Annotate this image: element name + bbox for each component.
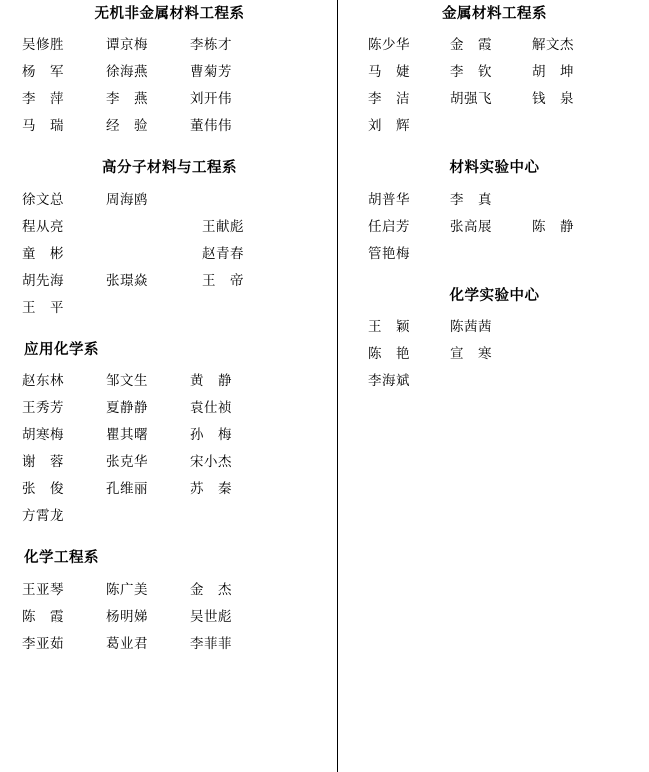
person-name: 马 瑞 — [22, 118, 64, 135]
person-name: 任启芳 — [368, 218, 410, 235]
person-name: 管艳梅 — [368, 245, 410, 262]
name-row — [348, 321, 641, 337]
name-row — [10, 375, 329, 391]
person-name: 胡先海 — [22, 272, 64, 289]
name-grid — [10, 178, 329, 318]
person-name: 方霄龙 — [22, 508, 64, 525]
person-name: 吴世彪 — [190, 608, 232, 625]
person-name: 陈 霞 — [22, 608, 64, 625]
section-title: 无机非金属材料工程系 — [94, 6, 245, 22]
name-row — [348, 93, 641, 109]
person-name: 杨明娣 — [106, 608, 148, 625]
name-row — [10, 608, 329, 627]
section-polymer-materials — [10, 138, 329, 317]
name-grid — [10, 568, 329, 654]
person-name: 周海鸥 — [106, 191, 148, 208]
person-name: 钱 泉 — [532, 91, 574, 108]
person-name: 李菲菲 — [190, 635, 232, 652]
person-name: 黄 静 — [190, 373, 232, 390]
name-row — [10, 429, 329, 445]
section-title: 高分子材料与工程系 — [102, 160, 237, 177]
person-name: 王 颖 — [368, 319, 410, 336]
name-row — [10, 218, 329, 237]
name-row — [10, 191, 329, 210]
person-name: 张璟焱 — [106, 272, 148, 289]
section-title: 化学工程系 — [24, 550, 99, 567]
name-row — [348, 245, 641, 264]
person-name: 李海斌 — [368, 373, 410, 390]
name-row — [10, 483, 329, 499]
person-name: 宋小杰 — [190, 454, 232, 471]
person-name: 王 帝 — [202, 272, 244, 289]
person-name: 张高展 — [450, 218, 492, 235]
section-materials-lab-center — [348, 138, 641, 263]
person-name: 李栋才 — [190, 37, 232, 54]
name-row — [348, 348, 641, 364]
person-name: 陈 静 — [532, 218, 574, 235]
person-name: 程从亮 — [22, 218, 64, 235]
person-name: 李 真 — [450, 191, 492, 208]
name-row — [348, 66, 641, 82]
left-column — [0, 0, 337, 656]
person-name: 胡普华 — [368, 191, 410, 208]
name-row — [10, 581, 329, 600]
name-row — [348, 191, 641, 210]
name-grid — [348, 23, 641, 136]
person-name: 邹文生 — [106, 373, 148, 390]
name-row — [10, 510, 329, 526]
person-name: 赵青春 — [202, 245, 244, 262]
name-row — [10, 120, 329, 136]
person-name: 王亚琴 — [22, 581, 64, 598]
person-name: 徐海燕 — [106, 64, 148, 81]
name-row — [10, 299, 329, 318]
section-inorganic-nonmetallic — [10, 0, 329, 136]
person-name: 张 俊 — [22, 481, 64, 498]
name-row — [10, 245, 329, 264]
person-name: 曹菊芳 — [190, 64, 232, 81]
person-name: 李 萍 — [22, 91, 64, 108]
person-name: 葛业君 — [106, 635, 148, 652]
person-name: 孔维丽 — [106, 481, 148, 498]
name-row — [348, 39, 641, 55]
person-name: 李 钦 — [450, 64, 492, 81]
name-grid — [10, 359, 329, 526]
person-name: 夏静静 — [106, 400, 148, 417]
section-title: 应用化学系 — [24, 341, 99, 358]
name-grid — [348, 305, 641, 391]
person-name: 杨 军 — [22, 64, 64, 81]
name-row — [10, 402, 329, 418]
person-name: 王 平 — [22, 299, 64, 316]
section-title: 材料实验中心 — [449, 160, 540, 177]
person-name: 李亚茹 — [22, 635, 64, 652]
section-title: 化学实验中心 — [449, 287, 540, 304]
person-name: 赵东林 — [22, 373, 64, 390]
person-name: 陈少华 — [368, 37, 410, 54]
person-name: 谢 蓉 — [22, 454, 64, 471]
name-row — [10, 635, 329, 654]
section-applied-chemistry — [10, 320, 329, 526]
person-name: 陈 艳 — [368, 346, 410, 363]
name-row — [348, 375, 641, 391]
name-row — [10, 93, 329, 109]
person-name: 徐文总 — [22, 191, 64, 208]
person-name: 胡寒梅 — [22, 427, 64, 444]
person-name: 刘开伟 — [190, 91, 232, 108]
name-row — [10, 456, 329, 472]
person-name: 刘 辉 — [368, 118, 410, 135]
person-name: 苏 秦 — [190, 481, 232, 498]
name-row — [348, 218, 641, 237]
person-name: 谭京梅 — [106, 37, 148, 54]
name-row — [10, 39, 329, 55]
person-name: 金 霞 — [450, 37, 492, 54]
section-chemical-engineering — [10, 528, 329, 653]
person-name: 陈茜茜 — [450, 319, 492, 336]
person-name: 袁仕祯 — [190, 400, 232, 417]
section-chemistry-lab-center — [348, 266, 641, 391]
person-name: 董伟伟 — [190, 118, 232, 135]
person-name: 张克华 — [106, 454, 148, 471]
person-name: 马 婕 — [368, 64, 410, 81]
section-title: 金属材料工程系 — [442, 6, 547, 22]
person-name: 经 验 — [106, 118, 148, 135]
name-row — [10, 66, 329, 82]
person-name: 瞿其曙 — [106, 427, 148, 444]
person-name: 童 彬 — [22, 245, 64, 262]
person-name: 李 洁 — [368, 91, 410, 108]
person-name: 孙 梅 — [190, 427, 232, 444]
name-grid — [348, 178, 641, 264]
person-name: 金 杰 — [190, 581, 232, 598]
section-metal-materials — [348, 0, 641, 136]
name-row — [10, 272, 329, 291]
person-name: 李 燕 — [106, 91, 148, 108]
person-name: 宣 寒 — [450, 346, 492, 363]
name-row — [348, 120, 641, 136]
person-name: 王献彪 — [202, 218, 244, 235]
person-name: 解文杰 — [532, 37, 574, 54]
person-name: 陈广美 — [106, 581, 148, 598]
right-column — [338, 0, 649, 393]
person-name: 吴修胜 — [22, 37, 64, 54]
person-name: 胡 坤 — [532, 64, 574, 81]
name-grid — [10, 23, 329, 136]
person-name: 胡强飞 — [450, 91, 492, 108]
person-name: 王秀芳 — [22, 400, 64, 417]
